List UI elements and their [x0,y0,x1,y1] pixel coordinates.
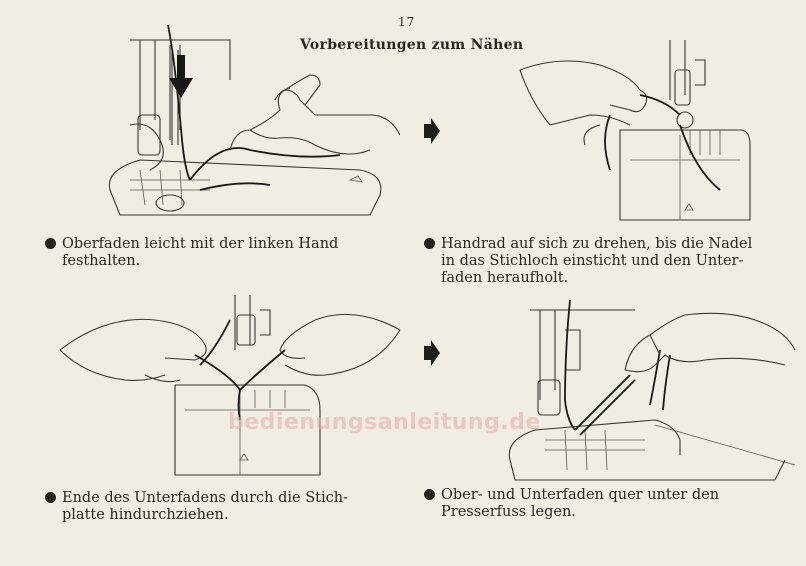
step-3-caption [45,490,405,524]
step-2-caption [424,236,784,287]
step-2-line-2: in das Stichloch einsticht und den Unter- [441,253,744,269]
illustration-threads-under-presser-foot [505,290,805,490]
watermark: bedienungsanleitung.de [228,410,541,435]
step-2-line-1: Handrad auf sich zu drehen, bis die Nadel [441,236,753,252]
page-number: 17 [398,15,416,29]
step-arrow-bottom [424,340,440,370]
step-1-line-1: Oberfaden leicht mit der linken Hand [62,236,339,252]
illustration-hold-upper-thread [100,20,400,220]
bullet-icon [45,492,56,503]
bullet-icon [424,238,435,249]
step-4-caption [424,487,784,521]
step-1-caption [45,236,405,270]
bullet-icon [424,489,435,500]
step-4-line-1: Ober- und Unterfaden quer unter den [441,487,720,503]
illustration-turn-handwheel [490,30,790,230]
step-3-line-1: Ende des Unterfadens durch die Stich- [62,490,348,506]
illustration-pull-bobbin-thread [55,290,405,490]
step-1-line-2: festhalten. [62,253,141,269]
page-title: Vorbereitungen zum Nähen [300,37,524,53]
step-3-line-2: platte hindurchziehen. [62,507,229,523]
right-arrow-icon [424,118,440,144]
bullet-icon [45,238,56,249]
step-4-line-2: Presserfuss legen. [441,504,576,520]
step-arrow-top [424,118,440,148]
step-2-line-3: faden heraufholt. [441,270,569,286]
right-arrow-icon [424,340,440,366]
